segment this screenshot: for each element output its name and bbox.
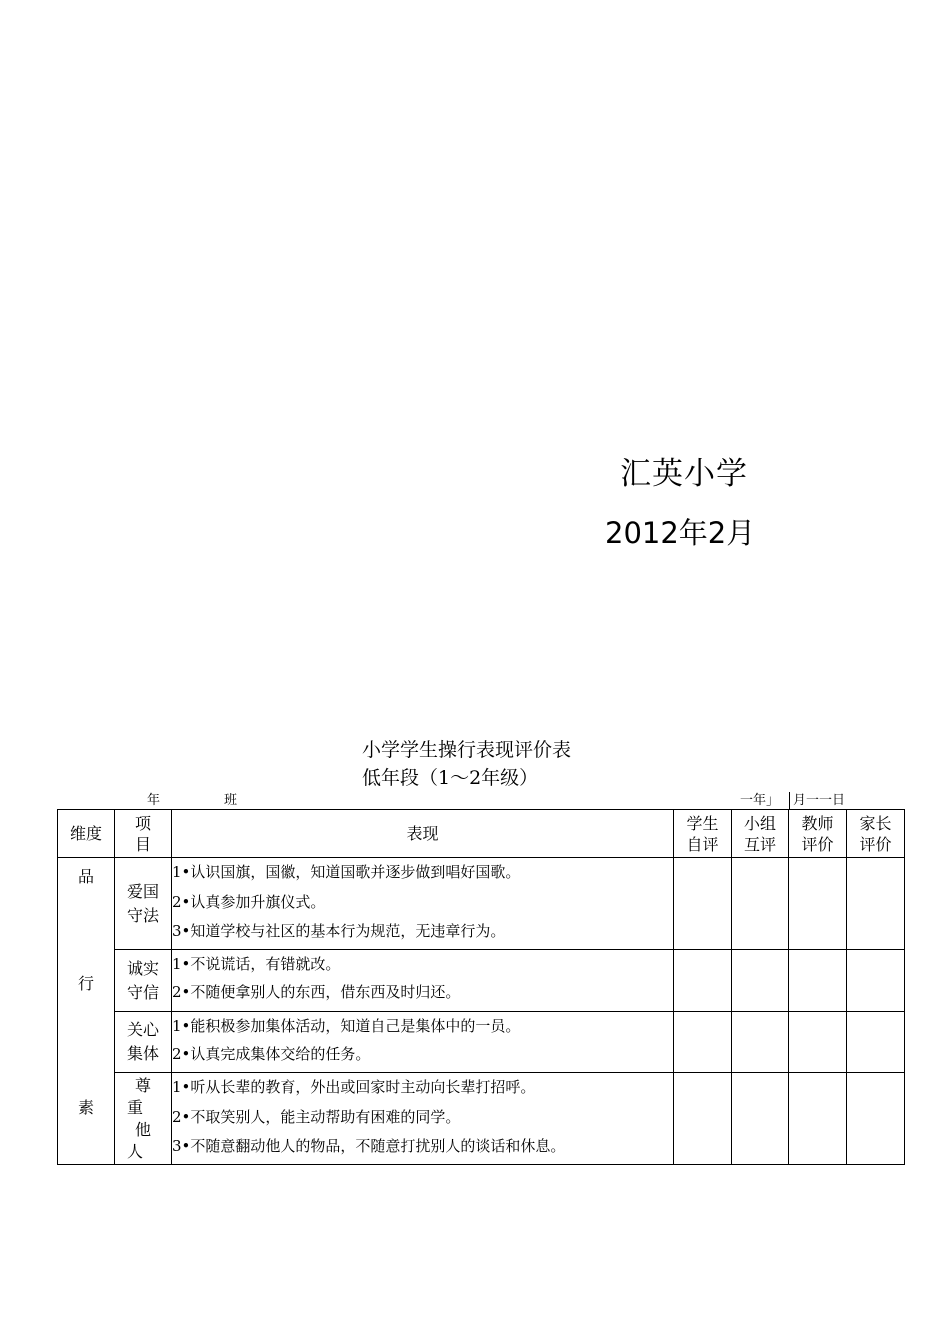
performance-line: 3•不随意翻动他人的物品，不随意打扰别人的谈话和休息。 [172, 1137, 566, 1155]
form-subtitle: 低年段（1〜2年级） [362, 767, 539, 789]
performance-cell [172, 950, 674, 1012]
performance-cell [172, 1012, 674, 1073]
self-eval-cell[interactable] [674, 858, 732, 950]
group-eval-cell[interactable] [732, 950, 789, 1012]
cover-date: 2012年2月 [605, 516, 756, 550]
header-self-eval: 学生 自评 [674, 810, 732, 858]
teacher-eval-cell[interactable] [789, 858, 847, 950]
dimension-char: 品 [77, 867, 94, 886]
dimension-char: 素 [77, 1098, 94, 1117]
header-item: 项 目 [115, 810, 172, 858]
group-eval-cell[interactable] [732, 858, 789, 950]
school-name: 汇英小学 [620, 456, 748, 492]
performance-cell [172, 1073, 674, 1165]
date-label-b: 月一一日 [793, 793, 846, 808]
form-title: 小学学生操行表现评价表 [362, 739, 572, 761]
performance-line: 1•不说谎话，有错就改。 [172, 955, 341, 973]
parent-eval-cell[interactable] [847, 1073, 905, 1165]
teacher-eval-cell[interactable] [789, 950, 847, 1012]
teacher-eval-cell[interactable] [789, 1012, 847, 1073]
class-label: 班 [224, 793, 238, 808]
table-row [58, 950, 905, 1012]
parent-eval-cell[interactable] [847, 950, 905, 1012]
header-teacher-eval: 教师 评价 [789, 810, 847, 858]
performance-line: 1•听从长辈的教育，外出或回家时主动向长辈打招呼。 [172, 1078, 536, 1096]
date-divider [789, 792, 790, 809]
performance-line: 3•知道学校与社区的基本行为规范，无违章行为。 [172, 922, 506, 940]
performance-cell [172, 858, 674, 950]
evaluation-table [57, 809, 905, 1165]
group-eval-cell[interactable] [732, 1073, 789, 1165]
performance-line: 2•认真参加升旗仪式。 [172, 892, 326, 911]
table-row [58, 858, 905, 950]
header-parent-eval: 家长 评价 [847, 810, 905, 858]
header-row [58, 810, 905, 858]
item-cell: 爱国 守法 [115, 858, 172, 950]
header-group-eval: 小组 互评 [732, 810, 789, 858]
self-eval-cell[interactable] [674, 950, 732, 1012]
table-row [58, 1012, 905, 1073]
performance-line: 1•能积极参加集体活动，知道自己是集体中的一员。 [172, 1017, 521, 1035]
dimension-cell [58, 858, 115, 1165]
group-eval-cell[interactable] [732, 1012, 789, 1073]
grade-label: 年 [147, 793, 161, 808]
performance-line: 2•不取笑别人，能主动帮助有困难的同学。 [172, 1107, 461, 1126]
header-dimension: 维度 [58, 810, 115, 858]
dimension-char: 行 [77, 974, 94, 993]
teacher-eval-cell[interactable] [789, 1073, 847, 1165]
self-eval-cell[interactable] [674, 1012, 732, 1073]
performance-line: 2•不随便拿别人的东西，借东西及时归还。 [172, 983, 461, 1001]
performance-line: 2•认真完成集体交给的任务。 [172, 1045, 371, 1063]
performance-line: 1•认识国旗，国徽，知道国歌并逐步做到唱好国歌。 [172, 863, 521, 881]
header-performance: 表现 [172, 810, 674, 858]
item-cell: 尊 重 他 人 [115, 1073, 172, 1165]
item-cell: 关心 集体 [115, 1012, 172, 1073]
date-label-a: 一年」 [740, 793, 780, 808]
self-eval-cell[interactable] [674, 1073, 732, 1165]
table-row [58, 1073, 905, 1165]
parent-eval-cell[interactable] [847, 858, 905, 950]
parent-eval-cell[interactable] [847, 1012, 905, 1073]
item-cell: 诚实 守信 [115, 950, 172, 1012]
